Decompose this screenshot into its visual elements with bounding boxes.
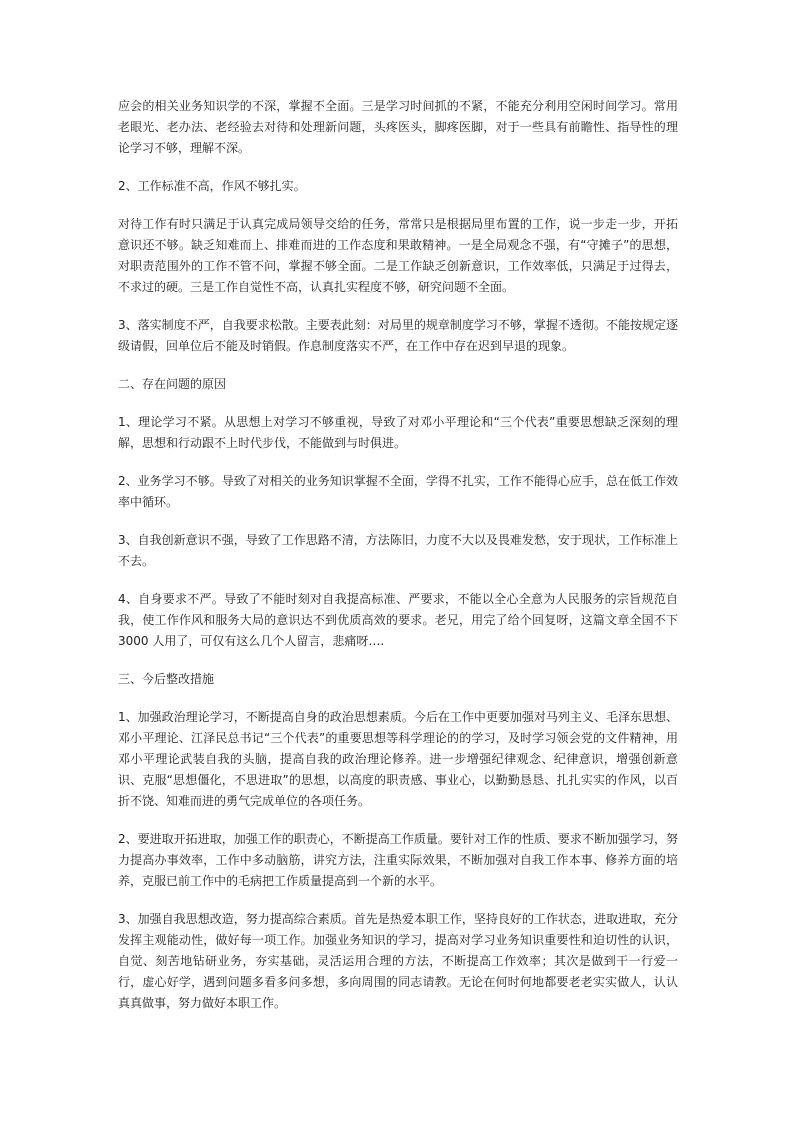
paragraph-measure-enterprise: 2、要进取开拓进取，加强工作的职责心，不断提高工作质量。要针对工作的性质、要求不断加强学习，努力提高办事效率，工作中多动脑筋，讲究方法，注重实际效果，不断加强对自我工作本事、修养方面的培养，克服已前工作中的毛病把工作质量提高到一个新的水平。 — [118, 832, 678, 888]
paragraph-measure-politics: 1、加强政治理论学习，不断提高自身的政治思想素质。今后在工作中更要加强对马列主义、毛泽东思想、邓小平理论、江泽民总书记“三个代表”的重要思想等科学理论的的学习，及时学习领会党的文件精神，用邓小平理论武装自我的头脑，提高自我的政治理论修养。进一步增强纪律观念、纪律意识，增强创新意识、克服“思想僵化，不思进取”的思想，以高度的职责感、事业心，以勤勤恳恳、扎扎实实的作风，以百折不饶、知难而进的勇气完成单位的各项任务。 — [118, 710, 678, 808]
paragraph-business-knowledge: 应会的相关业务知识学的不深，掌握不全面。三是学习时间抓的不紧，不能充分利用空闲时间学习。常用老眼光、老办法、老经验去对待和处理新问题，头疼医头，脚疼医脚，对于一些具有前瞻性、指导性的理论学习不够，理解不深。 — [118, 99, 678, 155]
paragraph-cause-self-requirement: 4、自身要求不严。导致了不能时刻对自我提高标准、严要求，不能以全心全意为人民服务的宗旨规范自我，使工作作风和服务大局的意识达不到优质高效的要求。老兄，用完了给个回复呀，这篇文章全国不下 3000 人用了，可仅有这么几个人留言，悲痛呀…. — [118, 592, 678, 648]
paragraph-cause-theory: 1、理论学习不紧。从思想上对学习不够重视，导致了对邓小平理论和“三个代表”重要思想缺乏深刻的理解，思想和行动跟不上时代步伐，不能做到与时俱进。 — [118, 415, 678, 450]
paragraph-work-attitude: 对待工作有时只满足于认真完成局领导交给的任务，常常只是根据局里布置的工作，说一步走一步，开拓意识还不够。缺乏知难而上、排难而进的工作态度和果敢精神。一是全局观念不强，有“守摊子”的思想，对职责范围外的工作不管不问，掌握不够全面。二是工作缺乏创新意识，工作效率低，只满足于过得去，不求过的硬。三是工作自觉性不高，认真扎实程度不够，研究问题不全面。 — [118, 217, 678, 294]
subheading-work-standard: 2、工作标准不高，作风不够扎实。 — [118, 179, 306, 193]
document-body — [118, 96, 678, 1031]
section-heading-measures: 三、今后整改措施 — [118, 672, 215, 686]
paragraph-measure-self-improvement: 3、加强自我思想改造，努力提高综合素质。首先是热爱本职工作，坚持良好的工作状态，进取进取，充分发挥主观能动性，做好每一项工作。加强业务知识的学习，提高对学习业务知识重要性和迫切性的认识，自觉、刻苦地钻研业务，夯实基础，灵活运用合理的方法，不断提高工作效率；其次是做到干一行爱一行，虚心好学，遇到问题多看多问多想，多向周围的同志请教。无论在何时何地都要老老实实做人，认认真真做事，努力做好本职工作。 — [118, 912, 678, 1010]
section-heading-causes: 二、存在问题的原因 — [118, 377, 227, 391]
paragraph-cause-business: 2、业务学习不够。导致了对相关的业务知识掌握不全面，学得不扎实，工作不能得心应手，总在低工作效率中循环。 — [118, 474, 678, 509]
paragraph-cause-innovation: 3、自我创新意识不强，导致了工作思路不清，方法陈旧，力度不大以及畏难发愁，安于现状，工作标准上不去。 — [118, 533, 678, 568]
paragraph-discipline: 3、落实制度不严，自我要求松散。主要表此刻：对局里的规章制度学习不够，掌握不透彻。不能按规定逐级请假，回单位后不能及时销假。作息制度落实不严，在工作中存在迟到早退的现象。 — [118, 318, 678, 353]
